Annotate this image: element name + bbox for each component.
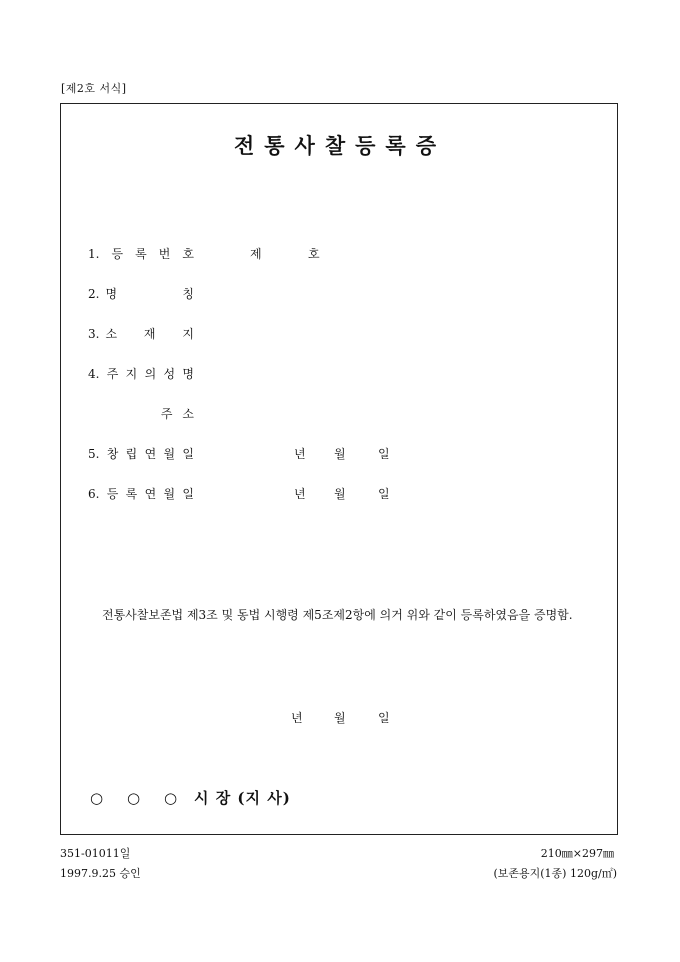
paper-size: 210㎜×297㎜: [540, 847, 614, 860]
issuer-signature-line: [90, 787, 291, 808]
date-year: 년: [294, 487, 306, 501]
issuer-title: 시 장 (지 사): [194, 789, 291, 807]
field-label: 1. 등 록 번 호: [88, 247, 194, 261]
field-label: 2. 명 칭: [88, 287, 194, 301]
form-code: 351-01011일: [60, 847, 131, 860]
certificate-title: 전통사찰등록증: [233, 134, 446, 158]
date-year: 년: [294, 447, 306, 461]
field-label: 3. 소 재 지: [88, 327, 194, 341]
registration-suffix: 호: [308, 247, 320, 261]
placeholder-circle: ○: [127, 789, 142, 807]
paper-spec: (보존용지(1종) 120g/㎡): [493, 867, 617, 880]
issue-month: 월: [334, 711, 346, 725]
field-label: 4. 주 지 의 성 명: [88, 367, 194, 381]
registration-prefix: 제: [250, 247, 262, 261]
field-label: 주 소: [160, 407, 194, 421]
date-month: 월: [334, 447, 346, 461]
issue-year: 년: [291, 711, 303, 725]
approval-date: 1997.9.25 승인: [60, 867, 141, 880]
date-month: 월: [334, 487, 346, 501]
placeholder-circle: ○: [164, 789, 179, 807]
issue-day: 일: [378, 711, 390, 725]
field-label: 5. 창 립 연 월 일: [88, 447, 194, 461]
date-day: 일: [378, 447, 390, 461]
field-label: 6. 등 록 연 월 일: [88, 487, 194, 501]
placeholder-circle: ○: [90, 789, 105, 807]
certification-statement: 전통사찰보존법 제3조 및 동법 시행령 제5조제2항에 의거 위와 같이 등록하였음을 증명함.: [102, 608, 573, 622]
form-number-label: [제2호 서식]: [61, 82, 127, 95]
date-day: 일: [378, 487, 390, 501]
